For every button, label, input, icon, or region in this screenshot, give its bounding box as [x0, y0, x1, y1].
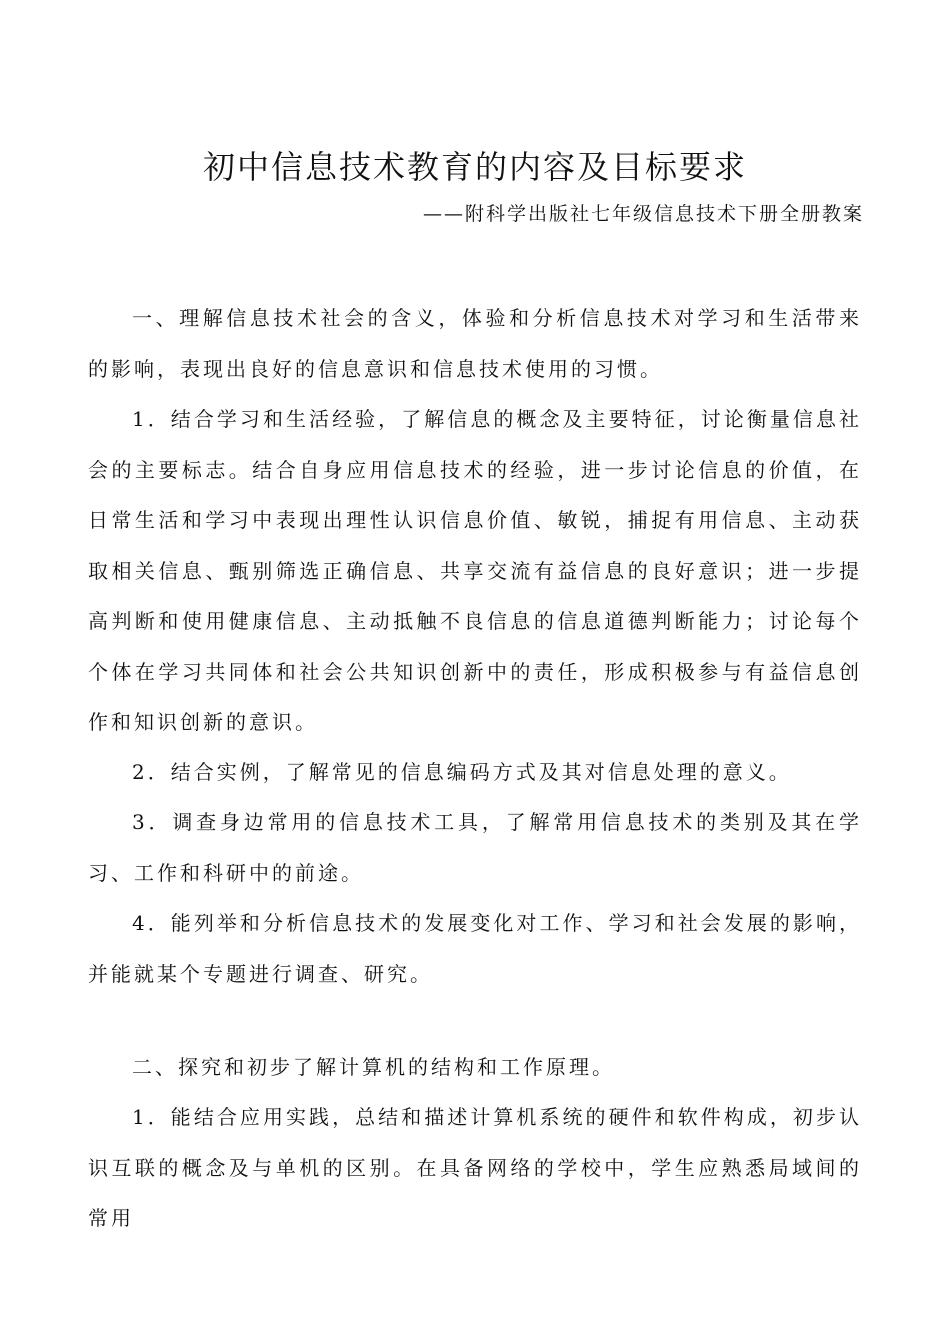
section-1-heading: 一、理解信息技术社会的含义，体验和分析信息技术对学习和生活带来的影响，表现出良好的信息意识和信息技术使用的习惯。	[88, 306, 862, 381]
section-2-heading: 二、探究和初步了解计算机的结构和工作原理。	[132, 1055, 615, 1079]
section-1-item-2: 2．结合实例，了解常见的信息编码方式及其对信息处理的意义。	[132, 760, 792, 784]
section-1-item-3: 3．调查身边常用的信息技术工具，了解常用信息技术的类别及其在学习、工作和科研中的前途。	[88, 810, 862, 885]
section-2-item-1: 1．能结合应用实践，总结和描述计算机系统的硬件和软件构成，初步认识互联的概念及与单机的区别。在具备网络的学校中，学生应熟悉局域间的常用	[88, 1105, 862, 1230]
document-title: 初中信息技术教育的内容及目标要求	[202, 148, 747, 186]
section-1-item-1: 1．结合学习和生活经验，了解信息的概念及主要特征，讨论衡量信息社会的主要标志。结合自身应用信息技术的经验，进一步讨论信息的价值，在日常生活和学习中表现出理性认识信息价值、敏锐，捕捉有用信息、主动获取相关信息、甄别筛选正确信息、共享交流有益信息的良好意识；进一步提高判断和使用健康信息、主动抵触不良信息的信息道德判断能力；讨论每个个体在学习共同体和社会公共知识创新中的责任，形成积极参与有益信息创作和知识创新的意识。	[88, 407, 862, 734]
section-1-item-4: 4．能列举和分析信息技术的发展变化对工作、学习和社会发展的影响，并能就某个专题进行调查、研究。	[88, 911, 862, 986]
document-subtitle: ——附科学出版社七年级信息技术下册全册教案	[422, 203, 864, 225]
